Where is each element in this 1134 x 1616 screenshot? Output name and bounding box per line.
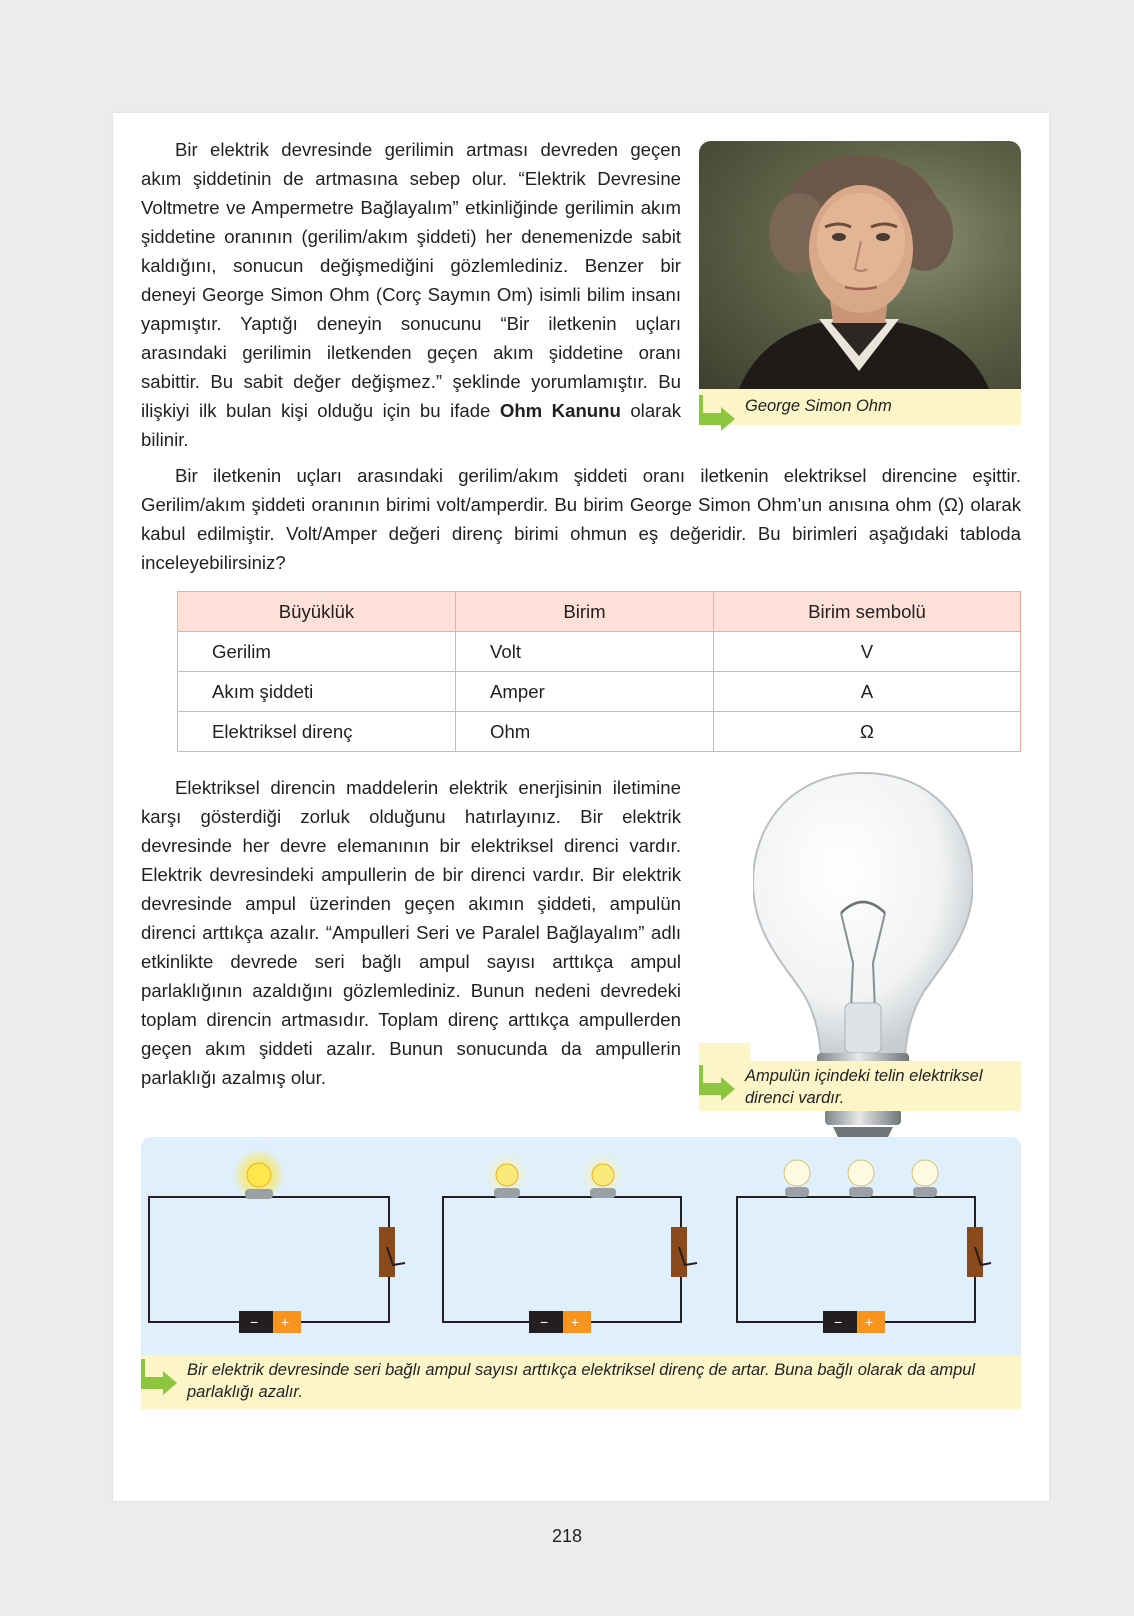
ohm-law-term: Ohm Kanunu bbox=[499, 400, 621, 421]
textbook-page bbox=[113, 113, 1049, 1501]
table-header-row bbox=[178, 592, 1021, 632]
caption-arrow-icon bbox=[141, 1359, 181, 1395]
caption-arrow-icon bbox=[699, 395, 739, 431]
units-table bbox=[177, 591, 1021, 752]
table-cell: Gerilim bbox=[178, 632, 456, 672]
portrait-caption bbox=[699, 389, 1021, 425]
table-row bbox=[178, 712, 1021, 752]
battery-plus-label: + bbox=[865, 1314, 874, 1330]
table-cell: Elektriksel direnç bbox=[178, 712, 456, 752]
table-cell: Akım şiddeti bbox=[178, 672, 456, 712]
portrait-caption-text: George Simon Ohm bbox=[745, 397, 892, 415]
table-row bbox=[178, 672, 1021, 712]
table-cell: A bbox=[714, 672, 1021, 712]
circuit-three-bulbs bbox=[737, 1160, 991, 1333]
resistance-text: Elektriksel direncin maddelerin elektrik enerjisinin iletimine karşı gösterdiği zorluk olduğunu hatırlayınız. Bir elektrik devresinde her devre elemanının bir elektriksel direnci vardır. Elektrik devresindeki ampullerin de bir direnci vardır. Bir elektrik devresinde ampul üzerinden geçen akımın şiddeti, ampulün direnci arttıkça azalır. “Ampulleri Seri ve Paralel Bağlayalım” adlı etkinlikte devrede seri bağlı ampul sayısı arttıkça ampul parlaklığının azaldığını gözlemlediniz. Bunun nedeni devredeki toplam direncin artmasıdır. Toplam direnç arttıkça ampullerden geçen akım şiddeti azalır. Bunun sonucunda da ampullerin parlaklığı azalmış olur. bbox=[141, 777, 681, 1088]
page-number: 218 bbox=[551, 1526, 583, 1546]
battery-plus-label: + bbox=[571, 1314, 580, 1330]
circuits-caption bbox=[141, 1355, 1021, 1409]
circuits-illustration bbox=[141, 1137, 1021, 1355]
bulb-caption-text: Ampulün içindeki telin elektriksel direnci vardır. bbox=[745, 1067, 983, 1107]
light-bulb-image bbox=[753, 763, 973, 1183]
table-cell: Volt bbox=[456, 632, 714, 672]
table-row bbox=[178, 632, 1021, 672]
circuit-two-bulbs bbox=[443, 1153, 697, 1333]
george-simon-ohm-portrait bbox=[699, 141, 1021, 389]
table-header-cell: Birim sembolü bbox=[714, 592, 1021, 632]
definition-text: Bir iletkenin uçları arasındaki gerilim/akım şiddeti oranı iletkenin elektriksel direncine eşittir. Gerilim/akım şiddeti oranının birimi volt/amperdir. Bu birim George Simon Ohm’un anısına ohm (Ω) olarak kabul edilmiştir. Volt/Amper değeri direnç birimi ohmun eş değeridir. Bu birimleri aşağıdaki tabloda inceleyebilirsiniz? bbox=[141, 465, 1021, 573]
battery-minus-label: − bbox=[540, 1314, 549, 1330]
resistance-paragraph bbox=[141, 773, 681, 1092]
definition-paragraph bbox=[141, 461, 1021, 577]
table-cell: Ω bbox=[714, 712, 1021, 752]
ohm-intro-paragraph bbox=[141, 135, 681, 454]
table-header-cell: Birim bbox=[456, 592, 714, 632]
circuit-one-bulb bbox=[149, 1149, 405, 1333]
ohm-intro-text: Bir elektrik devresinde gerilimin artması devreden geçen akım şiddetinin de artmasına sebep olur. “Elektrik Devresine Voltmetre ve Ampermetre Bağlayalım” etkinliğinde gerilimin akım şiddetine oranının (gerilim/akım şiddeti) her denemenizde sabit kaldığını, sonucun değişmediğini gözlemlediniz. Benzer bir deneyi George Simon Ohm (Corç Saymın Om) isimli bilim insanı yapmıştır. Yaptığı deneyin sonucunu “Bir iletkenin uçları arasındaki gerilimin iletkenden geçen akım şiddetine oranı sabittir. Bu sabit değer değişmez.” şeklinde yorumlamıştır. Bu ilişkiyi ilk bulan kişi olduğu için bu ifade bbox=[141, 139, 681, 421]
battery-minus-label: − bbox=[834, 1314, 843, 1330]
circuits-caption-text: Bir elektrik devresinde seri bağlı ampul sayısı arttıkça elektriksel direnç de artar. Buna bağlı olarak da ampul parlaklığı azalır. bbox=[187, 1361, 976, 1401]
table-cell: Amper bbox=[456, 672, 714, 712]
ohm-intro-end: olarak bilinir. bbox=[141, 400, 681, 450]
caption-corner bbox=[699, 1043, 1021, 1063]
portrait-illustration bbox=[699, 141, 1021, 389]
battery-minus-label: − bbox=[250, 1314, 259, 1330]
bulb-caption bbox=[699, 1061, 1021, 1111]
table-header-cell: Büyüklük bbox=[178, 592, 456, 632]
caption-arrow-icon bbox=[699, 1065, 739, 1101]
series-circuits-figure bbox=[141, 1137, 1021, 1355]
battery-plus-label: + bbox=[281, 1314, 290, 1330]
table-cell: V bbox=[714, 632, 1021, 672]
table-cell: Ohm bbox=[456, 712, 714, 752]
